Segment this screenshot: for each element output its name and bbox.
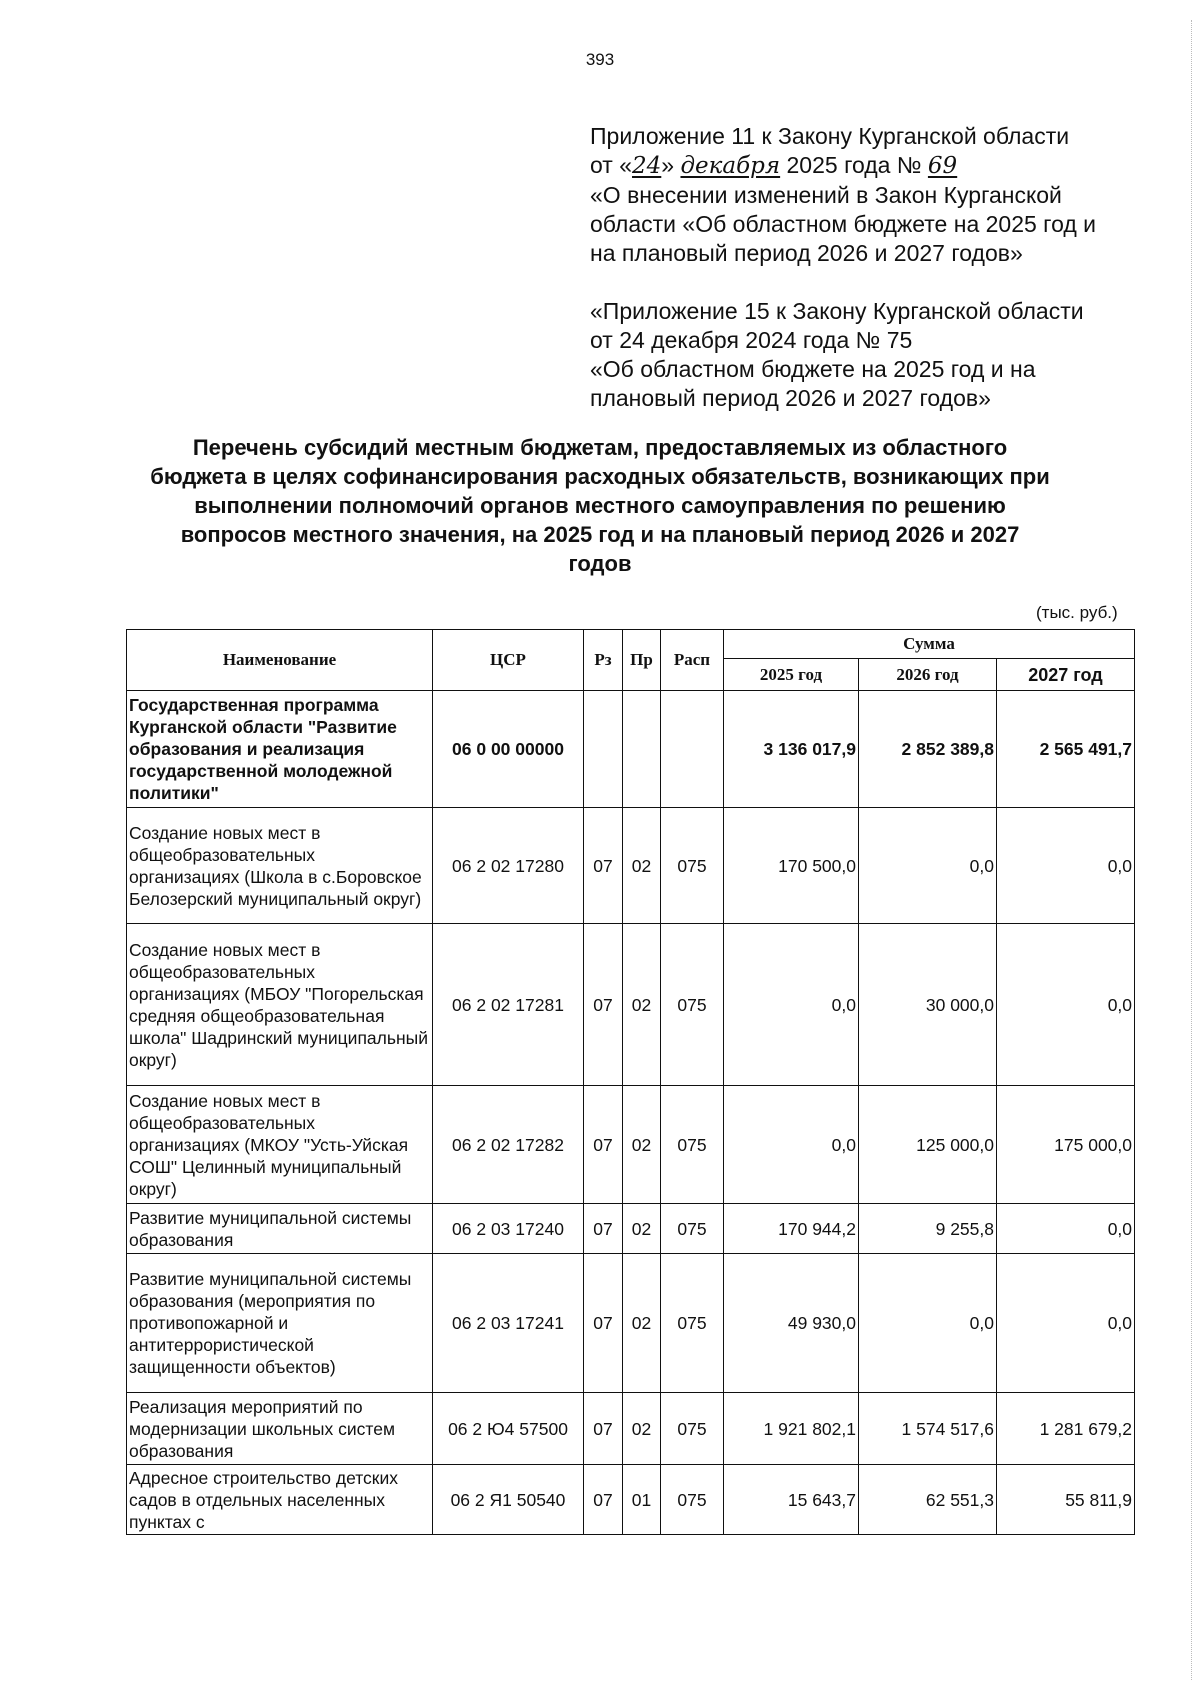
appendix-date-line (590, 151, 1150, 181)
header-rasp: Расп (661, 630, 724, 691)
date-year: 2025 года № (786, 152, 922, 178)
table-row (127, 691, 1135, 808)
row-2025: 0,0 (724, 924, 859, 1086)
row-name: Государственная программа Курганской области "Развитие образования и реализация государственной молодежной политики" (127, 691, 433, 808)
handwritten-day: 24 (632, 153, 662, 179)
date-prefix: от « (590, 152, 633, 178)
subsidies-table (126, 629, 1135, 1535)
page-number: 393 (585, 50, 615, 69)
title-line: бюджета в целях софинансирования расходных обязательств, возникающих при (150, 464, 1050, 489)
row-2026: 0,0 (859, 808, 997, 924)
row-2025: 49 930,0 (724, 1254, 859, 1393)
table-row (127, 1465, 1135, 1535)
row-rasp: 075 (661, 808, 724, 924)
row-2026: 9 255,8 (859, 1204, 997, 1254)
row-rz: 07 (584, 1204, 623, 1254)
row-pr: 01 (623, 1465, 661, 1535)
row-2026: 125 000,0 (859, 1086, 997, 1204)
header-2025: 2025 год (724, 659, 859, 691)
scan-edge-divider (1190, 20, 1192, 1680)
row-csr: 06 2 02 17280 (433, 808, 584, 924)
handwritten-month: декабря (680, 153, 781, 179)
row-name: Создание новых мест в общеобразовательных организациях (Школа в с.Боровское Белозерский муниципальный округ) (127, 808, 433, 924)
header-2027: 2027 год (997, 659, 1135, 691)
row-pr: 02 (623, 924, 661, 1086)
title-line: выполнении полномочий органов местного самоуправления по решению (194, 493, 1006, 518)
date-quote: » (661, 152, 675, 178)
row-csr: 06 0 00 00000 (433, 691, 584, 808)
table-row (127, 1393, 1135, 1465)
appendix-header (590, 122, 1150, 413)
appendix-line: Приложение 11 к Закону Курганской области (590, 123, 1070, 149)
table-row (127, 1086, 1135, 1204)
row-pr (623, 691, 661, 808)
row-csr: 06 2 Я1 50540 (433, 1465, 584, 1535)
row-2026: 2 852 389,8 (859, 691, 997, 808)
row-2025: 170 500,0 (724, 808, 859, 924)
row-2027: 0,0 (997, 808, 1135, 924)
row-name: Создание новых мест в общеобразовательных организациях (МБОУ "Погорельская средняя общеобразовательная школа" Шадринский муниципальный округ) (127, 924, 433, 1086)
row-2026: 62 551,3 (859, 1465, 997, 1535)
row-rz: 07 (584, 1086, 623, 1204)
table-row (127, 808, 1135, 924)
row-2025: 170 944,2 (724, 1204, 859, 1254)
row-pr: 02 (623, 1254, 661, 1393)
row-rasp: 075 (661, 924, 724, 1086)
row-rasp: 075 (661, 1204, 724, 1254)
row-2027: 1 281 679,2 (997, 1393, 1135, 1465)
row-csr: 06 2 02 17281 (433, 924, 584, 1086)
document-title (100, 433, 1100, 578)
title-line: Перечень субсидий местным бюджетам, предоставляемых из областного (192, 435, 1008, 460)
appendix-line: области «Об областном бюджете на 2025 год и (590, 211, 1097, 237)
row-rasp (661, 691, 724, 808)
row-rasp: 075 (661, 1465, 724, 1535)
table-row (127, 924, 1135, 1086)
appendix-line: «Приложение 15 к Закону Курганской области (590, 298, 1084, 324)
appendix-line: «Об областном бюджете на 2025 год и на (590, 356, 1036, 382)
row-rz (584, 691, 623, 808)
row-pr: 02 (623, 1204, 661, 1254)
row-csr: 06 2 03 17240 (433, 1204, 584, 1254)
header-rz: Рз (584, 630, 623, 691)
row-2025: 0,0 (724, 1086, 859, 1204)
row-2025: 1 921 802,1 (724, 1393, 859, 1465)
row-csr: 06 2 02 17282 (433, 1086, 584, 1204)
row-2026: 1 574 517,6 (859, 1393, 997, 1465)
row-csr: 06 2 Ю4 57500 (433, 1393, 584, 1465)
title-line: годов (568, 551, 632, 576)
row-2027: 0,0 (997, 924, 1135, 1086)
row-rz: 07 (584, 924, 623, 1086)
row-rz: 07 (584, 808, 623, 924)
row-name: Развитие муниципальной системы образования (127, 1204, 433, 1254)
header-2026: 2026 год (859, 659, 997, 691)
appendix-line: плановый период 2026 и 2027 годов» (590, 385, 991, 411)
row-pr: 02 (623, 808, 661, 924)
row-rz: 07 (584, 1393, 623, 1465)
header-sum: Сумма (724, 630, 1135, 659)
header-name: Наименование (127, 630, 433, 691)
header-csr: ЦСР (433, 630, 584, 691)
row-2027: 2 565 491,7 (997, 691, 1135, 808)
row-pr: 02 (623, 1393, 661, 1465)
row-name: Развитие муниципальной системы образования (мероприятия по противопожарной и антитеррористической защищенности объектов) (127, 1254, 433, 1393)
row-csr: 06 2 03 17241 (433, 1254, 584, 1393)
row-2025: 3 136 017,9 (724, 691, 859, 808)
row-2027: 0,0 (997, 1204, 1135, 1254)
table-row (127, 1254, 1135, 1393)
row-rz: 07 (584, 1254, 623, 1393)
row-name: Адресное строительство детских садов в отдельных населенных пунктах с (127, 1465, 433, 1535)
row-2027: 175 000,0 (997, 1086, 1135, 1204)
row-2027: 55 811,9 (997, 1465, 1135, 1535)
title-line: вопросов местного значения, на 2025 год и на плановый период 2026 и 2027 (180, 522, 1020, 547)
row-name: Создание новых мест в общеобразовательных организациях (МКОУ "Усть-Уйская СОШ" Целинный муниципальный округ) (127, 1086, 433, 1204)
row-pr: 02 (623, 1086, 661, 1204)
handwritten-number: 69 (927, 153, 958, 179)
row-2026: 30 000,0 (859, 924, 997, 1086)
appendix-line: от 24 декабря 2024 года № 75 (590, 327, 913, 353)
units-label: (тыс. руб.) (1036, 603, 1118, 622)
row-rz: 07 (584, 1465, 623, 1535)
row-rasp: 075 (661, 1086, 724, 1204)
row-2027: 0,0 (997, 1254, 1135, 1393)
table-row (127, 1204, 1135, 1254)
appendix-line: на плановый период 2026 и 2027 годов» (590, 240, 1023, 266)
header-pr: Пр (623, 630, 661, 691)
appendix-line: «О внесении изменений в Закон Курганской (590, 182, 1062, 208)
row-rasp: 075 (661, 1393, 724, 1465)
row-2026: 0,0 (859, 1254, 997, 1393)
row-2025: 15 643,7 (724, 1465, 859, 1535)
row-name: Реализация мероприятий по модернизации школьных систем образования (127, 1393, 433, 1465)
row-rasp: 075 (661, 1254, 724, 1393)
